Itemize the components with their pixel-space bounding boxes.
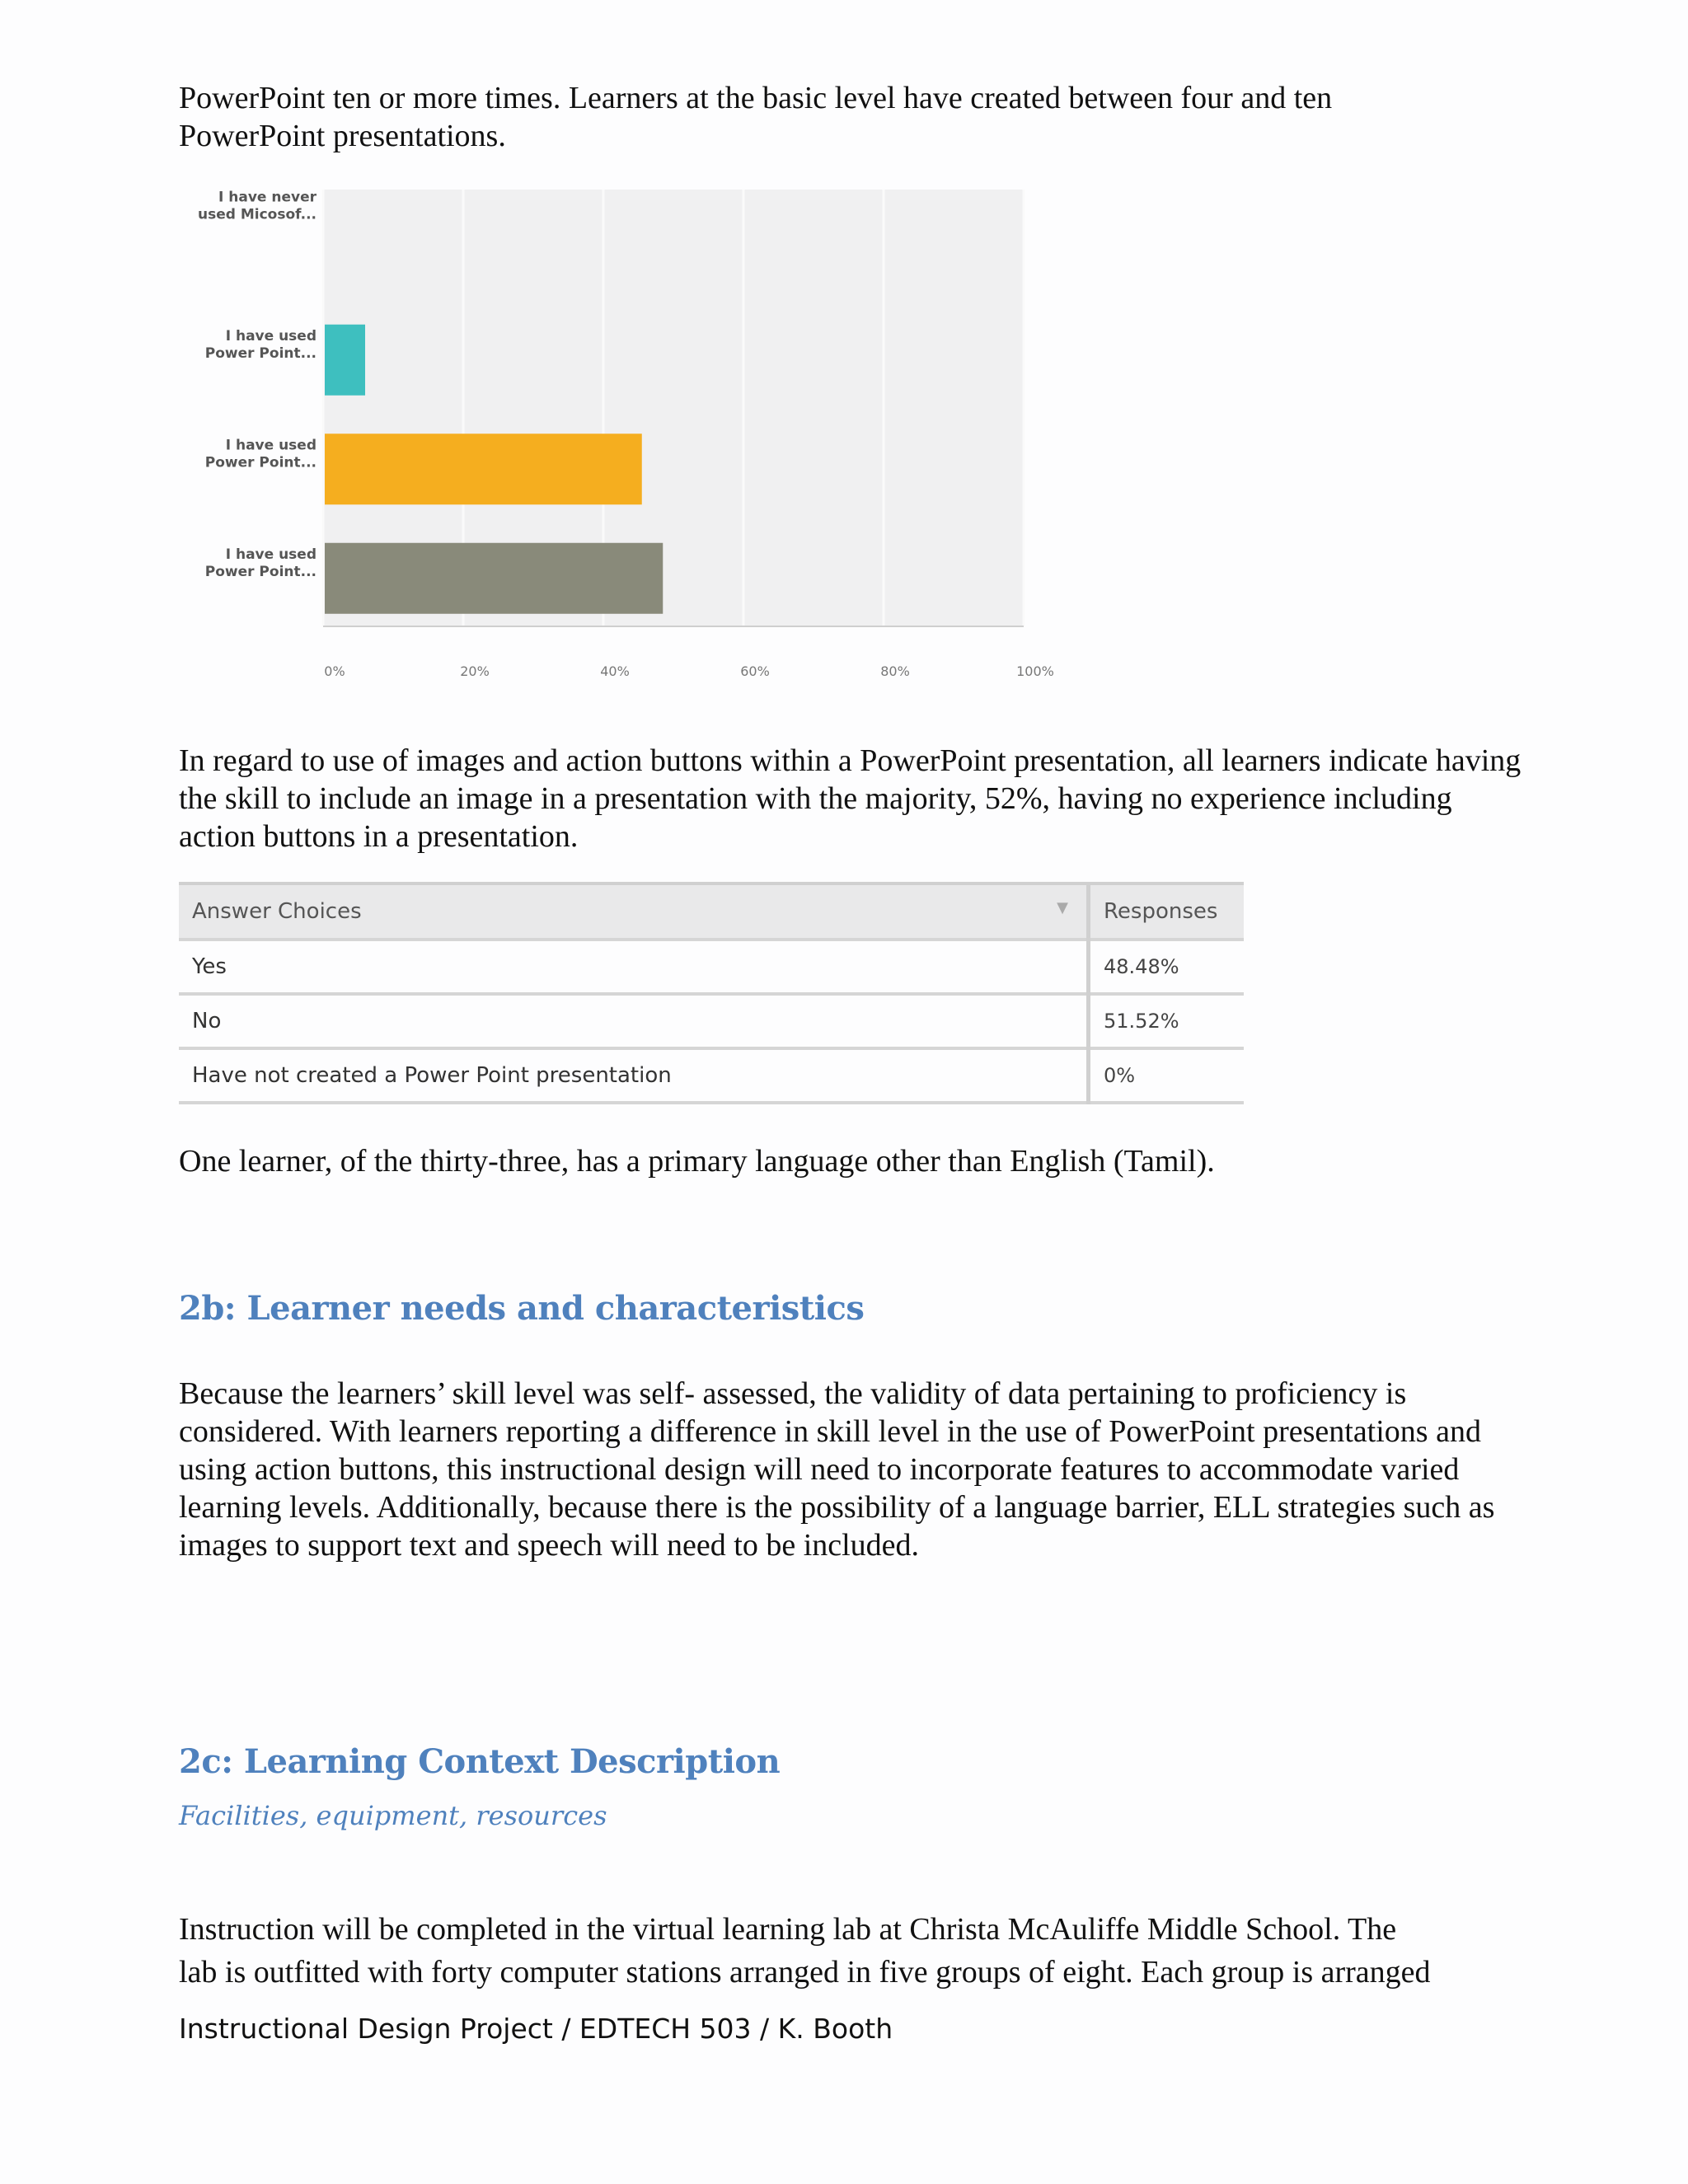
paragraph-intro-line1: PowerPoint ten or more times. Learners at the basic level have created between four and ten [179, 81, 1333, 115]
table-row [179, 1048, 1244, 1103]
table-row [179, 994, 1244, 1048]
category-label-line: I have used [225, 546, 316, 563]
x-tick-label: 60% [740, 663, 770, 679]
bar [325, 434, 642, 504]
category-label-line: Power Point... [204, 563, 316, 580]
category-label [205, 328, 316, 362]
chart-svg [179, 189, 1054, 679]
table-header-row [179, 883, 1244, 940]
header-answer-choices[interactable]: Answer Choices ▼ [179, 883, 1089, 940]
paragraph-primary-language: One learner, of the thirty-three, has a primary language other than English (Tamil). [179, 1144, 1215, 1179]
category-label-line: used Micosof... [198, 206, 316, 223]
paragraph-learner-needs: Because the learners’ skill level was self- assessed, the validity of data pertaining to proficiency is considered. With learners reporting a difference in skill level in the use of PowerPoint presentations and using action buttons, this instructional design will need to incorporate features to accommodate varied learning levels. Additionally, because there is the possibility of a language barrier, ELL strategies such as images to support text and speech will need to be included. [179, 1376, 1495, 1563]
category-label-line: Power Point... [204, 344, 316, 362]
row-choice: No [179, 994, 1089, 1048]
row-choice: Yes [179, 940, 1089, 994]
category-label [205, 437, 316, 471]
powerpoint-usage-chart [179, 189, 1054, 679]
paragraph-images-buttons: In regard to use of images and action buttons within a PowerPoint presentation, all learners indicate having the skill to include an image in a presentation with the majority, 52%, having no experience including action buttons in a presentation. [179, 743, 1522, 854]
x-tick-label: 100% [1016, 663, 1054, 679]
row-choice: Have not created a Power Point presentation [179, 1048, 1089, 1103]
chevron-down-icon[interactable]: ▼ [1057, 899, 1068, 916]
paragraph-intro-line2: PowerPoint presentations. [179, 119, 506, 153]
table-row [179, 940, 1244, 994]
row-response: 48.48% [1089, 940, 1245, 994]
subheading-facilities: Facilities, equipment, resources [179, 1800, 607, 1831]
paragraph-context-line2: lab is outfitted with forty computer stations arranged in five groups of eight. Each group is arranged [179, 1955, 1431, 1990]
paragraph-context-line1: Instruction will be completed in the virtual learning lab at Christa McAuliffe Middle School. The [179, 1912, 1397, 1947]
heading-2b: 2b: Learner needs and characteristics [179, 1289, 865, 1328]
bar [325, 543, 663, 614]
category-label-line: Power Point... [204, 454, 316, 471]
category-label-line: I have used [225, 327, 316, 344]
row-response: 0% [1089, 1048, 1245, 1103]
page-footer: Instructional Design Project / EDTECH 503 / K. Booth [179, 2013, 893, 2045]
category-label [198, 189, 317, 223]
bar [325, 325, 365, 396]
category-label-line: I have used [225, 437, 316, 454]
answer-table [179, 882, 1244, 1104]
category-label [205, 546, 316, 580]
x-tick-label: 20% [460, 663, 490, 679]
heading-2c: 2c: Learning Context Description [179, 1742, 781, 1781]
row-response: 51.52% [1089, 994, 1245, 1048]
category-label-line: I have never [218, 189, 316, 206]
header-responses: Responses [1089, 883, 1245, 940]
x-tick-label: 80% [880, 663, 910, 679]
x-tick-label: 40% [600, 663, 630, 679]
x-tick-label: 0% [324, 663, 345, 679]
